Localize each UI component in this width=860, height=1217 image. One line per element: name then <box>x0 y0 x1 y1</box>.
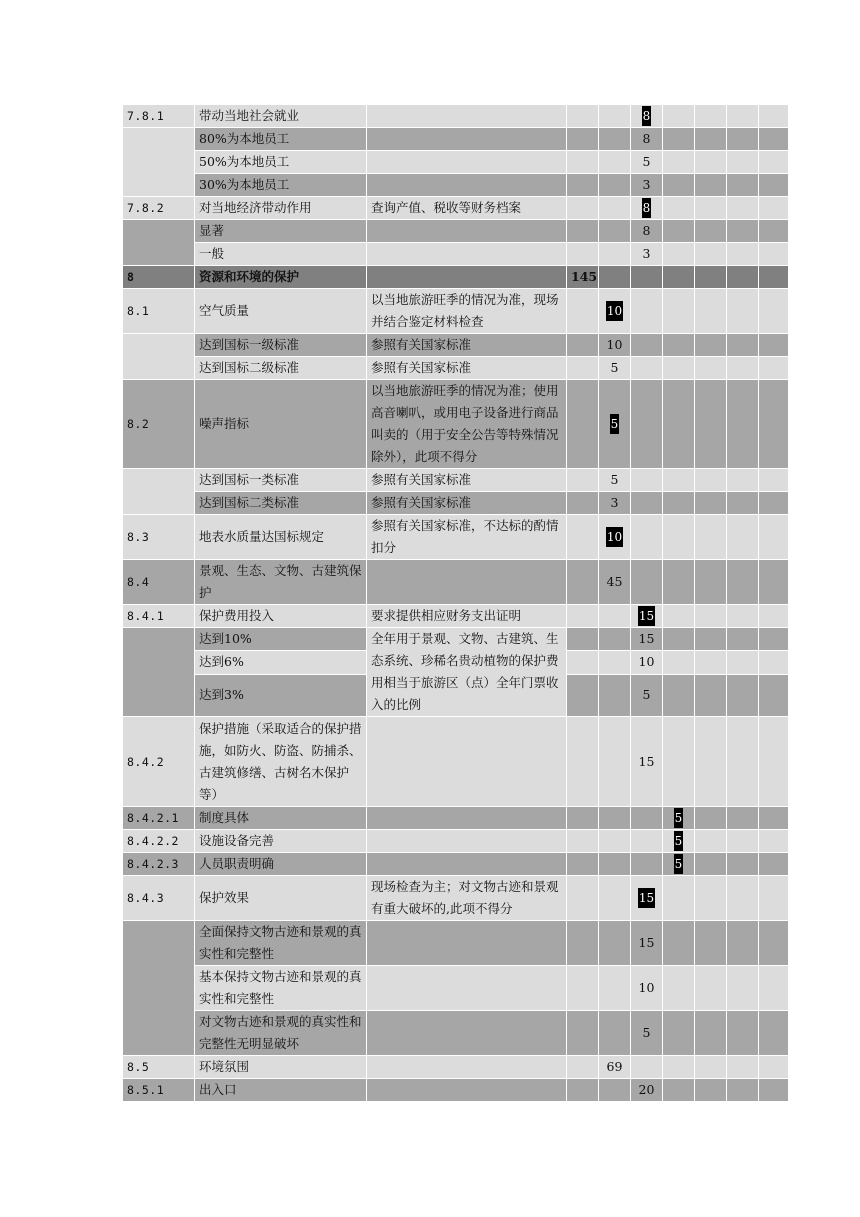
item-name: 制度具体 <box>195 807 367 830</box>
item-name: 资源和环境的保护 <box>195 266 367 289</box>
item-note: 参照有关国家标准，不达标的酌情扣分 <box>367 515 567 560</box>
item-note: 以当地旅游旺季的情况为准，现场并结合鉴定材料检查 <box>367 289 567 334</box>
table-row <box>123 605 789 628</box>
table-row <box>123 1011 789 1056</box>
item-name: 基本保持文物古迹和景观的真实性和完整性 <box>195 966 367 1011</box>
score-level2: 69 <box>599 1056 631 1079</box>
item-name: 空气质量 <box>195 289 367 334</box>
item-code: 8.5 <box>123 1056 195 1079</box>
item-name: 达到国标一类标准 <box>195 469 367 492</box>
score-level3: 15 <box>631 717 663 807</box>
table-row <box>123 717 789 807</box>
item-note: 参照有关国家标准 <box>367 492 567 515</box>
table-row <box>123 492 789 515</box>
table-row <box>123 289 789 334</box>
item-note: 以当地旅游旺季的情况为准；使用高音喇叭，或用电子设备进行商品叫卖的（用于安全公告等特殊情况除外），此项不得分 <box>367 380 567 469</box>
table-row <box>123 151 789 174</box>
item-name: 全面保持文物古迹和景观的真实性和完整性 <box>195 921 367 966</box>
item-code: 8.4 <box>123 560 195 605</box>
item-code: 7.8.1 <box>123 105 195 128</box>
table-row <box>123 830 789 853</box>
item-name: 地表水质量达国标规定 <box>195 515 367 560</box>
item-code <box>123 469 195 515</box>
score-level3: 20 <box>631 1079 663 1102</box>
item-name: 人员职责明确 <box>195 853 367 876</box>
section-row <box>123 266 789 289</box>
item-code: 8.2 <box>123 380 195 469</box>
item-name: 50%为本地员工 <box>195 151 367 174</box>
item-code: 8 <box>123 266 195 289</box>
item-code: 8.4.2.1 <box>123 807 195 830</box>
score-level2: 5 <box>610 414 620 434</box>
table-row <box>123 469 789 492</box>
item-name: 设施设备完善 <box>195 830 367 853</box>
item-name: 达到6% <box>195 651 367 674</box>
item-name: 保护费用投入 <box>195 605 367 628</box>
score-level3: 15 <box>638 606 655 626</box>
score-level3: 15 <box>631 628 663 651</box>
table-row <box>123 1056 789 1079</box>
item-name: 对当地经济带动作用 <box>195 197 367 220</box>
table-row <box>123 515 789 560</box>
item-name: 一般 <box>195 243 367 266</box>
item-name: 达到10% <box>195 628 367 651</box>
item-name: 保护效果 <box>195 876 367 921</box>
item-name: 达到国标二级标准 <box>195 357 367 380</box>
table-row <box>123 807 789 830</box>
table-row <box>123 853 789 876</box>
score-level4: 5 <box>674 808 684 828</box>
score-level3: 15 <box>631 921 663 966</box>
item-note: 查询产值、税收等财务档案 <box>367 197 567 220</box>
item-name: 环境氛围 <box>195 1056 367 1079</box>
score-level4: 5 <box>674 854 684 874</box>
item-name: 出入口 <box>195 1079 367 1102</box>
item-name: 达到国标二类标准 <box>195 492 367 515</box>
score-level2: 5 <box>599 357 631 380</box>
item-note: 全年用于景观、文物、古建筑、生态系统、珍稀名贵动植物的保护费用相当于旅游区（点）全年门票收入的比例 <box>367 628 567 717</box>
score-level2: 10 <box>606 301 623 321</box>
score-level2: 10 <box>599 334 631 357</box>
item-note: 要求提供相应财务支出证明 <box>367 605 567 628</box>
score-level2: 10 <box>606 527 623 547</box>
item-code: 8.4.2.2 <box>123 830 195 853</box>
score-level3: 3 <box>631 243 663 266</box>
item-code: 8.4.1 <box>123 605 195 628</box>
table-row <box>123 334 789 357</box>
item-code: 8.4.3 <box>123 876 195 921</box>
score-level3: 3 <box>631 174 663 197</box>
table-row <box>123 560 789 605</box>
item-note: 参照有关国家标准 <box>367 357 567 380</box>
score-level3: 10 <box>631 651 663 674</box>
table-row <box>123 105 789 128</box>
item-code <box>123 128 195 197</box>
table-row <box>123 128 789 151</box>
item-code: 8.1 <box>123 289 195 334</box>
score-level3: 5 <box>631 1011 663 1056</box>
item-code: 8.5.1 <box>123 1079 195 1102</box>
item-name: 保护措施（采取适合的保护措施，如防火、防盗、防捕杀、古建筑修缮、古树名木保护等） <box>195 717 367 807</box>
table-row <box>123 243 789 266</box>
table-row <box>123 174 789 197</box>
score-level2: 3 <box>599 492 631 515</box>
table-row <box>123 357 789 380</box>
item-name: 景观、生态、文物、古建筑保护 <box>195 560 367 605</box>
score-level3: 5 <box>631 151 663 174</box>
item-code: 8.4.2 <box>123 717 195 807</box>
table-row <box>123 1079 789 1102</box>
item-code <box>123 628 195 717</box>
item-name: 达到3% <box>195 674 367 717</box>
score-level3: 15 <box>638 888 655 908</box>
item-code <box>123 334 195 380</box>
score-level3: 8 <box>642 106 652 126</box>
table-row <box>123 220 789 243</box>
score-level3: 8 <box>642 198 652 218</box>
item-name: 显著 <box>195 220 367 243</box>
item-code: 8.3 <box>123 515 195 560</box>
score-level3: 8 <box>631 220 663 243</box>
item-name: 30%为本地员工 <box>195 174 367 197</box>
item-name: 对文物古迹和景观的真实性和完整性无明显破坏 <box>195 1011 367 1056</box>
table-row <box>123 876 789 921</box>
table-row <box>123 380 789 469</box>
item-note: 参照有关国家标准 <box>367 469 567 492</box>
score-level3: 8 <box>631 128 663 151</box>
score-level3: 5 <box>631 674 663 717</box>
score-level2: 5 <box>599 469 631 492</box>
item-code <box>123 220 195 266</box>
item-code: 7.8.2 <box>123 197 195 220</box>
item-name: 80%为本地员工 <box>195 128 367 151</box>
score-level3: 10 <box>631 966 663 1011</box>
table-row <box>123 628 789 651</box>
item-note: 参照有关国家标准 <box>367 334 567 357</box>
item-name: 达到国标一级标准 <box>195 334 367 357</box>
item-code <box>123 921 195 1056</box>
score-level4: 5 <box>674 831 684 851</box>
score-table <box>122 104 789 1102</box>
item-note <box>367 105 567 128</box>
table-row <box>123 921 789 966</box>
score-level2: 45 <box>599 560 631 605</box>
item-note: 现场检查为主；对文物古迹和景观有重大破坏的,此项不得分 <box>367 876 567 921</box>
table-row <box>123 197 789 220</box>
item-name: 带动当地社会就业 <box>195 105 367 128</box>
score-level1: 145 <box>567 266 599 289</box>
table-row <box>123 966 789 1011</box>
item-code: 8.4.2.3 <box>123 853 195 876</box>
item-name: 噪声指标 <box>195 380 367 469</box>
